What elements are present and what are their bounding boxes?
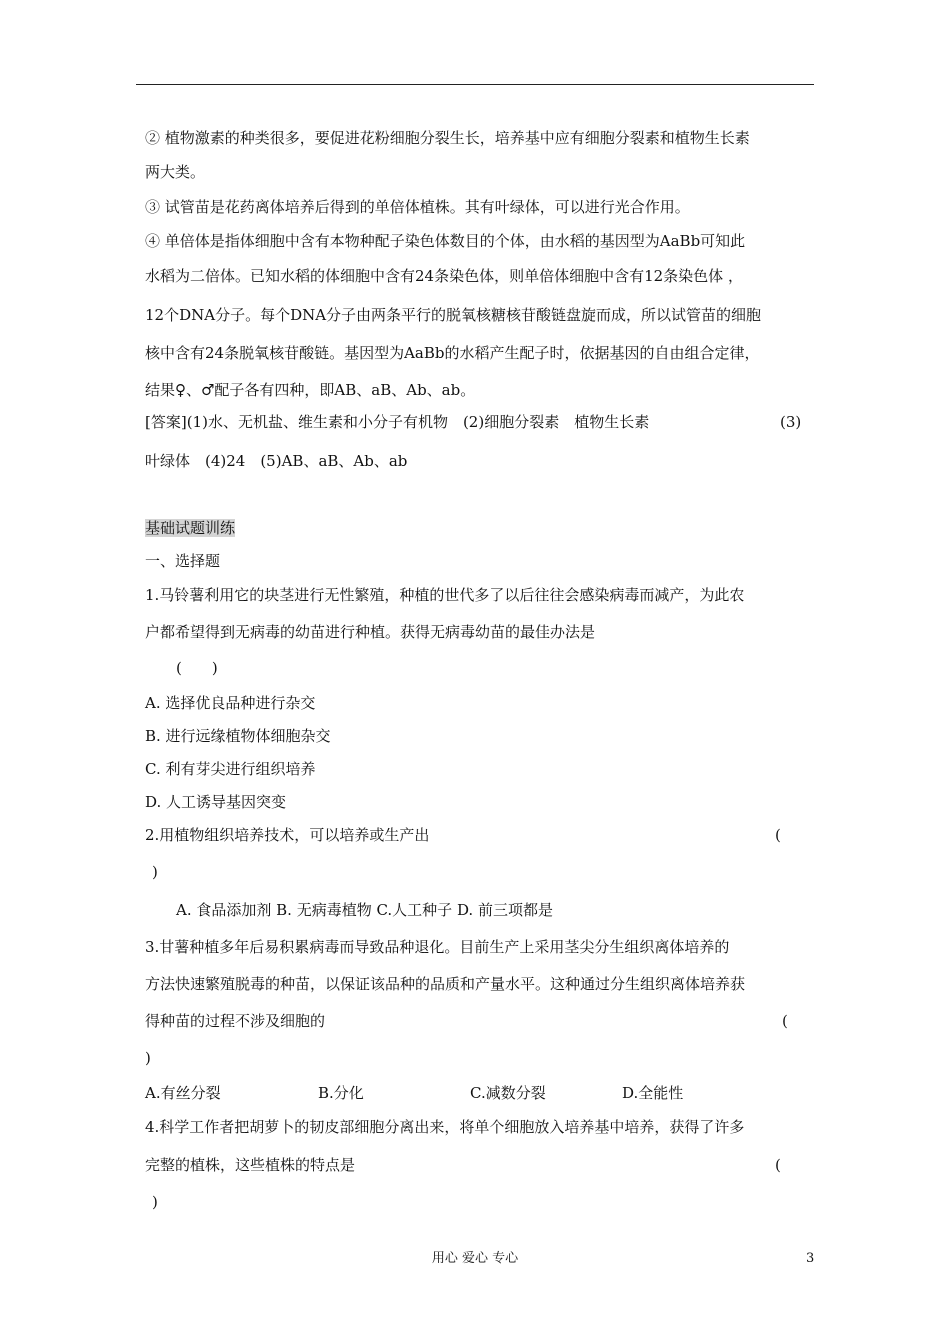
q3-option-b: B.分化 bbox=[318, 1084, 364, 1102]
explanation-line-3: ③ 试管苗是花药离体培养后得到的单倍体植株。其有叶绿体，可以进行光合作用。 bbox=[145, 198, 690, 216]
q3-option-c: C.减数分裂 bbox=[470, 1084, 546, 1102]
explanation-line-7: 核中含有24条脱氧核苷酸链。基因型为AaBb的水稻产生配子时，依据基因的自由组合定律， bbox=[145, 344, 760, 362]
section-title: 基础试题训练 bbox=[145, 519, 236, 537]
q2-paren-open: ( bbox=[775, 826, 781, 844]
explanation-line-8: 结果♀、♂配子各有四种，即AB、aB、Ab、ab。 bbox=[145, 381, 476, 399]
q1-answer-paren: ( ) bbox=[176, 659, 218, 677]
q1-line-1: 1.马铃薯利用它的块茎进行无性繁殖，种植的世代多了以后往往会感染病毒而减产，为此农 bbox=[145, 586, 745, 604]
q3-line-3: 得种苗的过程不涉及细胞的 bbox=[145, 1012, 326, 1030]
q4-line-1: 4.科学工作者把胡萝卜的韧皮部细胞分离出来，将单个细胞放入培养基中培养，获得了许多 bbox=[145, 1118, 745, 1136]
explanation-line-1: ② 植物激素的种类很多，要促进花粉细胞分裂生长，培养基中应有细胞分裂素和植物生长素 bbox=[145, 129, 750, 147]
q1-option-a: A. 选择优良品种进行杂交 bbox=[145, 694, 316, 712]
explanation-line-6: 12个DNA分子。每个DNA分子由两条平行的脱氧核糖核苷酸链盘旋而成，所以试管苗的细胞 bbox=[145, 306, 762, 324]
page-footer: 用心 爱心 专心 bbox=[431, 1251, 519, 1266]
q2-line-1: 2.用植物组织培养技术，可以培养或生产出 bbox=[145, 826, 430, 844]
explanation-line-2: 两大类。 bbox=[145, 163, 206, 181]
q1-line-2: 户都希望得到无病毒的幼苗进行种植。获得无病毒幼苗的最佳办法是 bbox=[145, 623, 596, 641]
answer-line-1-continuation: (3) bbox=[780, 413, 802, 431]
q2-options: A. 食品添加剂 B. 无病毒植物 C.人工种子 D. 前三项都是 bbox=[176, 901, 553, 919]
q4-paren-close: ) bbox=[152, 1193, 158, 1211]
section-title-wrap bbox=[145, 518, 235, 538]
answer-line-1: [答案](1)水、无机盐、维生素和小分子有机物 (2)细胞分裂素 植物生长素 bbox=[145, 413, 650, 431]
q2-paren-close: ) bbox=[152, 863, 158, 881]
q1-option-d: D. 人工诱导基因突变 bbox=[145, 793, 287, 811]
q3-paren-open: ( bbox=[782, 1012, 788, 1030]
part-title: 一、选择题 bbox=[145, 552, 221, 570]
q3-option-d: D.全能性 bbox=[622, 1084, 684, 1102]
q3-line-1: 3.甘薯种植多年后易积累病毒而导致品种退化。目前生产上采用茎尖分生组织离体培养的 bbox=[145, 938, 730, 956]
answer-line-2: 叶绿体 (4)24 (5)AB、aB、Ab、ab bbox=[145, 452, 408, 470]
q3-option-a: A.有丝分裂 bbox=[145, 1084, 221, 1102]
explanation-line-5: 水稻为二倍体。已知水稻的体细胞中含有24条染色体，则单倍体细胞中含有12条染色体 ， bbox=[145, 267, 743, 285]
explanation-line-4: ④ 单倍体是指体细胞中含有本物种配子染色体数目的个体，由水稻的基因型为AaBb可知此 bbox=[145, 232, 746, 250]
q3-paren-close: ) bbox=[145, 1049, 151, 1067]
q1-option-b: B. 进行远缘植物体细胞杂交 bbox=[145, 727, 331, 745]
page-number: 3 bbox=[806, 1251, 815, 1266]
header-rule bbox=[136, 84, 814, 85]
q3-line-2: 方法快速繁殖脱毒的种苗，以保证该品种的品质和产量水平。这种通过分生组织离体培养获 bbox=[145, 975, 746, 993]
q1-option-c: C. 利有芽尖进行组织培养 bbox=[145, 760, 316, 778]
q4-line-2: 完整的植株，这些植株的特点是 bbox=[145, 1156, 356, 1174]
q4-paren-open: ( bbox=[775, 1156, 781, 1174]
